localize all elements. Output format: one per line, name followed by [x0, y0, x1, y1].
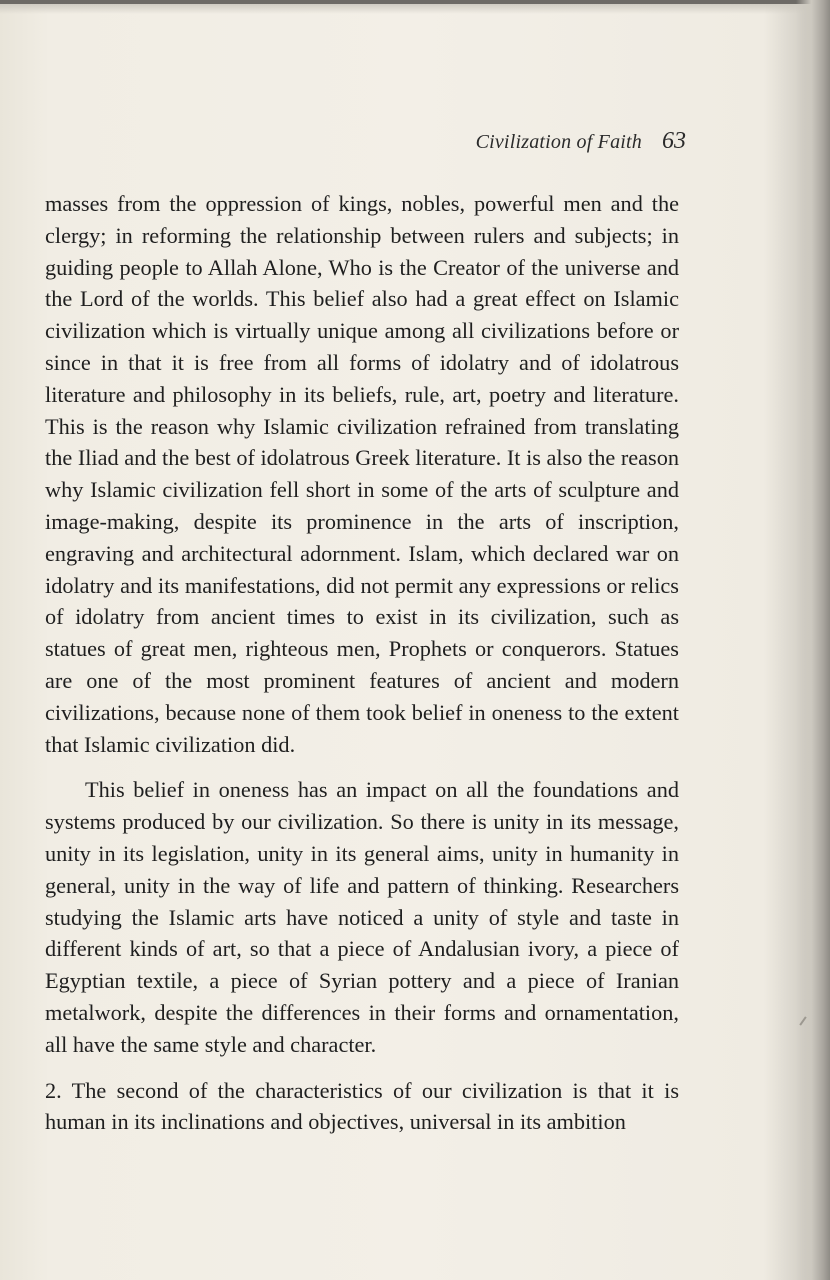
page-top-shadow — [0, 4, 830, 14]
running-title: Civilization of Faith — [475, 131, 642, 153]
page-number: 63 — [662, 128, 686, 154]
page-right-edge — [796, 0, 830, 1280]
paragraph-second-characteristic: 2. The second of the characteristics of our civilization is that it is human in its inclinations and objectives, universal in its ambition — [45, 1077, 679, 1135]
body-text — [45, 188, 679, 1138]
running-header — [476, 128, 686, 155]
paragraph-continuation: masses from the oppression of kings, nobles, powerful men and the clergy; in reforming the relationship between rulers and subjects; in guiding people to Allah Alone, Who is the Creator of the universe and the Lord of the worlds. This belief also had a great effect on Islamic civilization which is virtually unique among all civilizations before or since in that it is free from all forms of idolatry and of idolatrous literature and philosophy in its beliefs, rule, art, poetry and literature. This is the reason why Islamic civilization refrained from translating the Iliad and the best of idolatrous Greek literature. It is also the reason why Islamic civilization fell short in some of the arts of sculpture and image-making, despite its prominence in the arts of inscription, engraving and architectural adornment. Islam, which declared war on idolatry and its manifestations, did not permit any expressions or relics of idolatry from ancient times to exist in its civilization, such as statues of great men, righteous men, Prophets or conquerors. Statues are one of the most prominent features of ancient and modern civilizations, because none of them took belief in oneness to the extent that Islamic civilization did. — [45, 191, 680, 757]
paragraph-oneness-impact: This belief in oneness has an impact on all the foundations and systems produced by our civilization. So there is unity in its message, unity in its legislation, unity in its general aims, unity in humanity in general, unity in the way of life and pattern of thinking. Researchers studying the Islamic arts have noticed a unity of style and taste in different kinds of art, so that a piece of Andalusian ivory, a piece of Egyptian textile, a piece of Syrian pottery and a piece of Iranian metalwork, despite the differences in their forms and ornamentation, all have the same style and character. — [45, 777, 679, 1057]
